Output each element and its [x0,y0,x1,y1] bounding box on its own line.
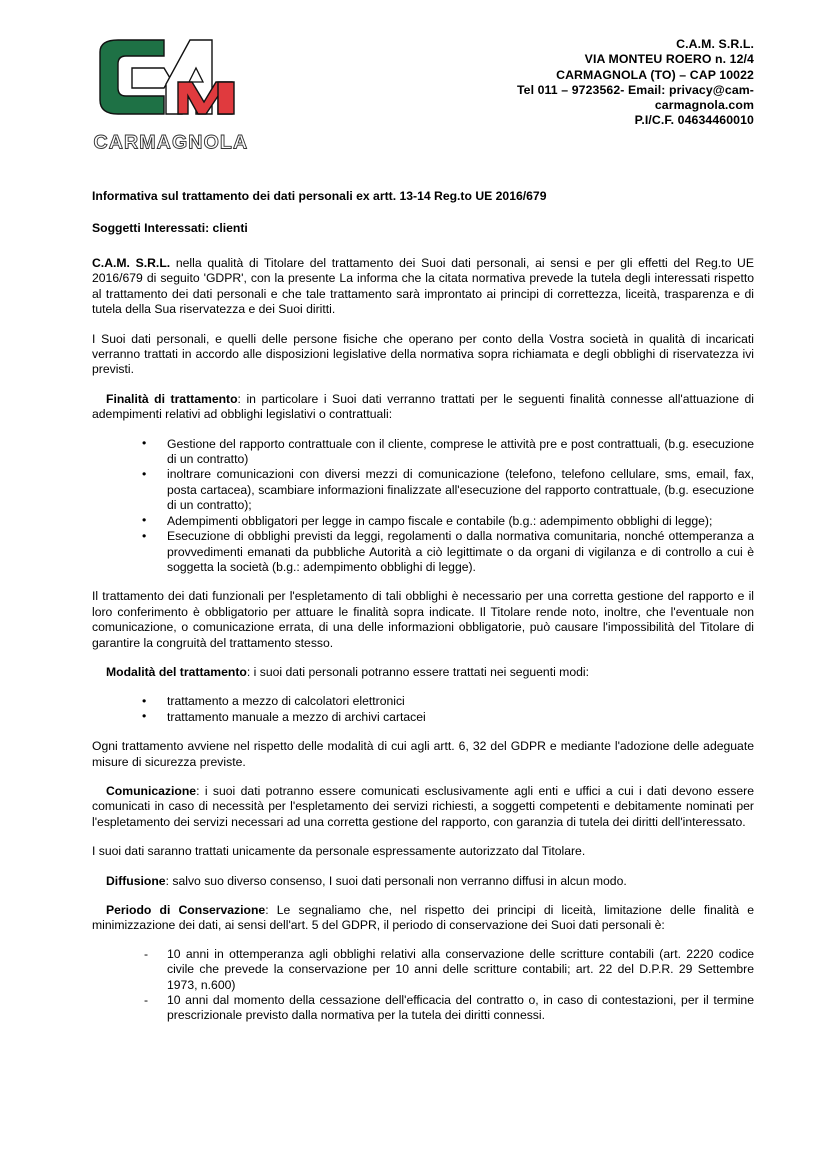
section-finalita [92,392,754,423]
diffusione-body: : salvo suo diverso consenso, I suoi dati personali non verranno diffusi in alcun modo. [165,873,627,888]
list-item: • Gestione del rapporto contrattuale con il cliente, comprese le attività pre e post contrattuali, (b.g. esecuzione di un contratto) [140,437,754,468]
finalita-body: : in particolare i Suoi dati verranno trattati per le seguenti finalità connesse all'attuazione di adempimenti relativi ad obblighi legislativi o contrattuali: [92,391,754,422]
intro-body: nella qualità di Titolare del trattamento dei Suoi dati personali, ai sensi e per gli effetti del Reg.to UE 2016/679 di seguito 'GDPR', con la presente La informa che la citata normativa prevede la tutela degli interessati rispetto al trattamento dei dati personali e che tale trattamento sarà improntato ai principi di correttezza, liceità, trasparenza e di tutela della Sua riservatezza e dei Suoi diritti. [92,256,754,317]
modalita-list [92,694,754,725]
list-item: - 10 anni in ottemperanza agli obblighi relativi alla conservazione delle scritture contabili (art. 2220 codice civile che prevede la conservazione per 10 anni delle scritture contabili; art. 22 del D.P.R. 29 Settembre 1973, n.600) [140,947,754,993]
list-item: - 10 anni dal momento della cessazione dell'efficacia del contratto o, in caso di contestazioni, per il termine prescrizionale previsto dalla normativa per la tutela dei diritti connessi. [140,993,754,1024]
modalita-heading: Modalità del trattamento [106,664,247,679]
company-logo [92,30,267,159]
company-vat: P.I/C.F. 04634460010 [634,113,754,128]
conservazione-body: : Le segnaliamo che, nel rispetto dei principi di liceità, limitazione delle finalità e minimizzazione dei dati, ai sensi dell'art. 5 del GDPR, il periodo di conservazione dei Suoi dati personali è: [92,903,755,933]
cam-logo-icon [92,38,252,130]
conservazione-list [92,947,754,1024]
document-subtitle: Soggetti Interessati: clienti [92,221,248,235]
paragraph-incaricati: I Suoi dati personali, e quelli delle persone fisiche che operano per conto della Vostra società in qualità di incaricati verranno trattati in accordo alle disposizioni legislative della normativa sopra richiamata e degli obblighi di riservatezza ivi previsti. [92,331,754,377]
list-item: • trattamento a mezzo di calcolatori elettronici [140,694,754,709]
finalita-heading: Finalità di trattamento [106,391,238,406]
company-email-domain: carmagnola.com [654,98,754,113]
modalita-body: : i suoi dati personali potranno essere trattati nei seguenti modi: [246,664,589,679]
company-address-block [267,30,754,129]
conservazione-heading: Periodo di Conservazione [106,903,266,917]
paragraph-intro [92,256,754,318]
list-item: • inoltrare comunicazioni con diversi mezzi di comunicazione (telefono, telefono cellulare, sms, email, fax, posta cartacea), scambiare informazioni finalizzate all'esecuzione del rapporto contrattuale, (b.g. esecuzione di un contratto); [140,467,754,513]
document-header [0,0,826,159]
finalita-list [92,437,754,576]
paragraph-ogni-trattamento: Ogni trattamento avviene nel rispetto delle modalità di cui agli artt. 6, 32 del GDPR e mediante l'adozione delle adeguate misure di sicurezza previste. [92,739,754,769]
company-city: CARMAGNOLA (TO) – CAP 10022 [556,67,754,82]
comunicazione-heading: Comunicazione [106,783,197,798]
section-comunicazione [92,784,754,830]
company-phone-email: Tel 011 – 9723562- Email: privacy@cam- [516,82,754,97]
diffusione-heading: Diffusione [106,873,166,888]
comunicazione-body: : i suoi dati potranno essere comunicati esclusivamente agli enti e uffici a cui i dati devono essere comunicati in caso di necessità per l'espletamento dei servizi richiesti, a soggetti competenti e debitamente nominati per l'espletamento dei servizi necessari ad una corretta gestione del rapporto, con garanzia di tutela dei diritti dell'interessato. [92,783,754,829]
intro-lead: C.A.M. S.R.L. [92,256,171,270]
paragraph-funzionali: Il trattamento dei dati funzionali per l'espletamento di tali obblighi è necessario per una corretta gestione del rapporto e il loro conferimento è obbligatorio per attuare le finalità sopra indicate. Il Titolare rende noto, inoltre, che l'eventuale non comunicazione, o comunicazione errata, di una delle informazioni obbligatorie, può causare l'impossibilità del Titolare di garantire la congruità del trattamento stesso. [92,589,754,650]
company-street: VIA MONTEU ROERO n. 12/4 [584,52,754,67]
section-diffusione [92,874,754,889]
page-title: Informativa sul trattamento dei dati personali ex artt. 13-14 Reg.to UE 2016/679 [92,189,547,203]
paragraph-personale-autorizzato: I suoi dati saranno trattati unicamente da personale espressamente autorizzato dal Titolare. [92,844,586,859]
company-name: C.A.M. S.R.L. [676,37,754,51]
wordmark-text: CARMAGNOLA [93,131,249,154]
list-item: • Esecuzione di obblighi previsti da leggi, regolamenti o dalla normativa comunitaria, nonché ottemperanza a provvedimenti emanati da pubbliche Autorità a ciò legittimate o da organi di vigilanza e di controllo a cui è soggetta la società (b.g.: adempimento obblighi di legge). [140,529,754,575]
section-conservazione [92,903,754,934]
list-item: • Adempimenti obbligatori per legge in campo fiscale e contabile (b.g.: adempimento obblighi di legge); [140,514,754,529]
carmagnola-wordmark [92,130,252,154]
document-body [0,189,826,1024]
section-modalita [92,665,754,680]
list-item: • trattamento manuale a mezzo di archivi cartacei [140,710,754,725]
